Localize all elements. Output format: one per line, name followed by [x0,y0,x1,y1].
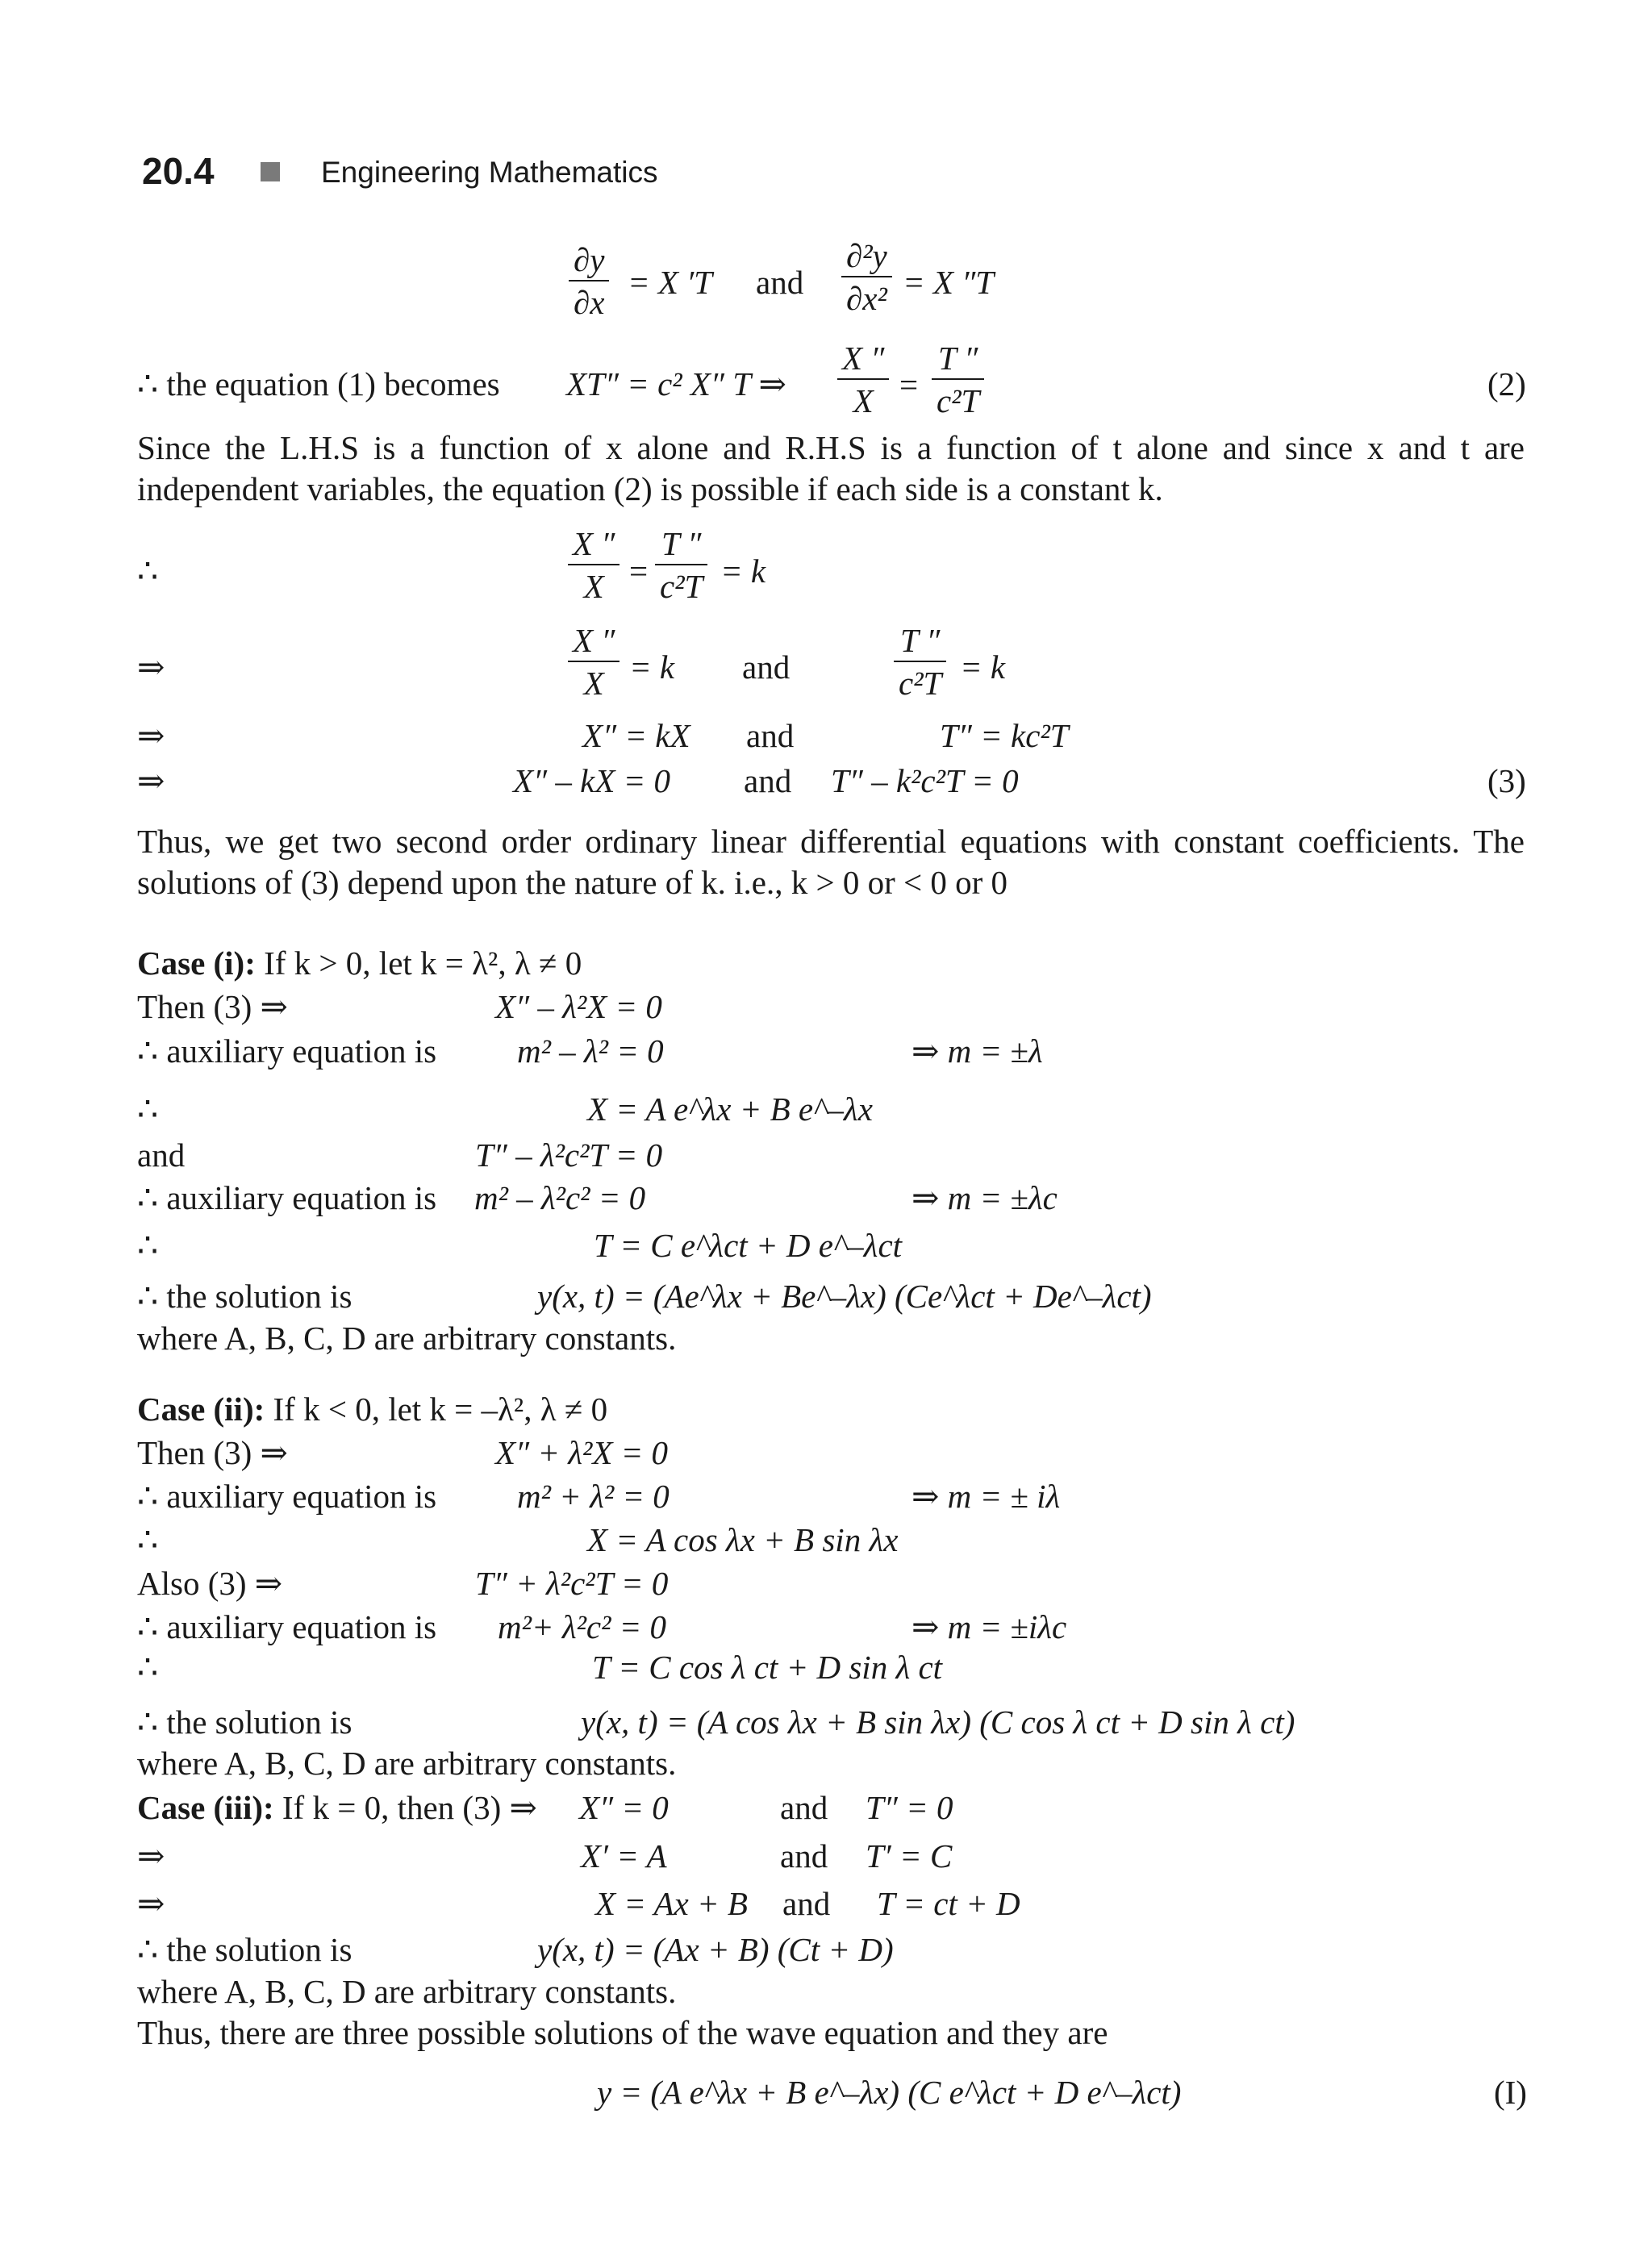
and-word: and [780,1789,828,1826]
case3-condition: If k = 0, then (3) ⇒ [282,1789,537,1826]
eq2-lhs-fraction: $\frac{X ''}{X}$ [837,342,889,418]
case2-then3: Then (3) ⇒ [137,1434,288,1471]
case3-r3-right: T = ct + D [877,1885,1020,1922]
case1-then3: Then (3) ⇒ [137,988,288,1025]
case3-solution: y(x, t) = (Ax + B) (Ct + D) [537,1931,894,1968]
case2-heading: Case (ii): [137,1391,265,1428]
therefore-symbol: ∴ [137,553,159,590]
case2-also3: Also (3) ⇒ [137,1565,283,1602]
paragraph-ode: Thus, we get two second order ordinary linear differential equations with constant coefficients. The solutions of (3) depend upon the nature of k. i.e., k > 0 or < 0 or 0 [137,823,1525,901]
case2-solT: T = C cos λ ct + D sin λ ct [592,1649,943,1686]
and-word: and [756,264,804,301]
eq2-tag: (2) [1487,365,1526,402]
case1-and: and [137,1136,186,1174]
sep-r3-right: T″ = kc²T [940,717,1069,754]
case1-heading: Case (i): [137,945,256,982]
sep-r1-fraction2: $\frac{T ''}{\text{c²T}}$ [655,528,707,603]
case3-heading: Case (iii): [137,1789,274,1826]
sep-r2-fraction2: $\frac{T ''}{\text{c²T}}$ [894,624,946,700]
case1-constants: where A, B, C, D are arbitrary constants. [137,1320,677,1357]
sep-r3-left: X″ = kX [582,717,690,754]
case1-aux1-label: ∴ auxiliary equation is [137,1032,437,1070]
sep-r1-equals: = [629,553,649,590]
case2-aux2-label: ∴ auxiliary equation is [137,1608,437,1645]
case3-r1-right: T″ = 0 [866,1789,953,1826]
case2-aux2: m²+ λ²c² = 0 [498,1608,667,1645]
sep-r2-rhs2: = k [960,648,1006,686]
case1-aux1: m² – λ² = 0 [517,1032,664,1070]
case2-root1: ⇒ m = ± iλ [912,1478,1061,1515]
case1-root1: ⇒ m = ±λ [912,1032,1043,1070]
case3-constants: where A, B, C, D are arbitrary constants. [137,1973,677,2010]
sep-r4-right: T″ – k²c²T = 0 [831,762,1019,799]
implies-symbol: ⇒ [137,717,165,754]
paragraph-lhs-rhs: Since the L.H.S is a function of x alone and R.H.S is a function of t alone and since x and t are independent variables, the equation (2) is possible if each side is a constant k. [137,429,1525,507]
eq2-expr: XT″ = c² X″ T ⇒ [566,365,786,402]
eq2-lead: ∴ the equation (1) becomes [137,365,500,402]
case3-r3-left: X = Ax + B [595,1885,748,1922]
eq2-rhs-fraction: $\frac{T ''}{\text{c²T}}$ [932,342,984,418]
case2-solX: X = A cos λx + B sin λx [587,1521,899,1558]
case1-solution: y(x, t) = (Ae^λx + Be^–λx) (Ce^λct + De^–λct) [537,1278,1152,1315]
sep-r4-left: X″ – kX = 0 [513,762,671,799]
dy-rhs: = X ′T [628,264,712,301]
sep-r2-rhs1: = k [629,648,675,686]
therefore-symbol: ∴ [137,1649,159,1686]
case2-eqX: X″ + λ²X = 0 [495,1434,669,1471]
summary-text: Thus, there are three possible solutions of the wave equation and they are [137,2014,1108,2051]
and-word: and [780,1837,828,1874]
case2-constants: where A, B, C, D are arbitrary constants. [137,1745,677,1782]
eqI-tag: (I) [1494,2074,1527,2111]
case1-solX: X = A e^λx + B e^–λx [587,1090,873,1128]
case2-condition: If k < 0, let k = –λ², λ ≠ 0 [273,1391,608,1428]
case3-heading-line [137,1791,537,1824]
eq2-equals: = [899,366,919,403]
case1-sol-label: ∴ the solution is [137,1278,353,1315]
case2-solution: y(x, t) = (A cos λx + B sin λx) (C cos λ ct + D sin λ ct) [581,1703,1295,1741]
implies-symbol: ⇒ [137,1885,165,1922]
case1-condition: If k > 0, let k = λ², λ ≠ 0 [264,945,582,982]
case1-heading-line [137,947,582,980]
fraction-dy-dx: $\frac{\partial y}{\partial x}$ [569,244,609,319]
case2-eqT: T″ + λ²c²T = 0 [475,1565,669,1602]
case2-sol-label: ∴ the solution is [137,1703,353,1741]
case3-sol-label: ∴ the solution is [137,1931,353,1968]
fraction-d2y-dx2: $\frac{\text{∂²y}}{\text{∂x²}}$ [841,240,892,315]
case1-eqT: T″ – λ²c²T = 0 [475,1136,663,1174]
sep-r1-fraction1: $\frac{X ''}{X}$ [568,528,620,603]
therefore-symbol: ∴ [137,1521,159,1558]
final-equation: y = (A e^λx + B e^–λx) (C e^λct + D e^–λct) [597,2074,1182,2111]
implies-symbol: ⇒ [137,1837,165,1874]
therefore-symbol: ∴ [137,1090,159,1128]
sep-r2-fraction1: $\frac{X ''}{X}$ [568,624,620,700]
and-word: and [782,1885,831,1922]
and-word: and [742,648,791,686]
header-square-icon [261,162,280,181]
and-word: and [746,717,795,754]
case3-r1-left: X″ = 0 [579,1789,669,1826]
case1-solT: T = C e^λct + D e^–λct [594,1227,903,1264]
case1-aux2: m² – λ²c² = 0 [474,1179,646,1216]
therefore-symbol: ∴ [137,1227,159,1264]
case1-eqX: X″ – λ²X = 0 [495,988,662,1025]
eq3-tag: (3) [1487,762,1526,799]
case1-root2: ⇒ m = ±λc [912,1179,1058,1216]
case2-heading-line [137,1393,607,1426]
page-number: 20.4 [142,150,215,192]
case3-r2-right: T′ = C [866,1837,953,1874]
case2-root2: ⇒ m = ±iλc [912,1608,1067,1645]
implies-symbol: ⇒ [137,762,165,799]
sep-r1-rhs: = k [720,553,766,590]
running-title: Engineering Mathematics [321,156,658,189]
case3-r2-left: X′ = A [581,1837,667,1874]
case1-aux2-label: ∴ auxiliary equation is [137,1179,437,1216]
case2-aux1: m² + λ² = 0 [517,1478,670,1515]
and-word: and [744,762,792,799]
implies-symbol: ⇒ [137,648,165,686]
d2y-rhs: = X ″T [903,264,995,301]
case2-aux1-label: ∴ auxiliary equation is [137,1478,437,1515]
